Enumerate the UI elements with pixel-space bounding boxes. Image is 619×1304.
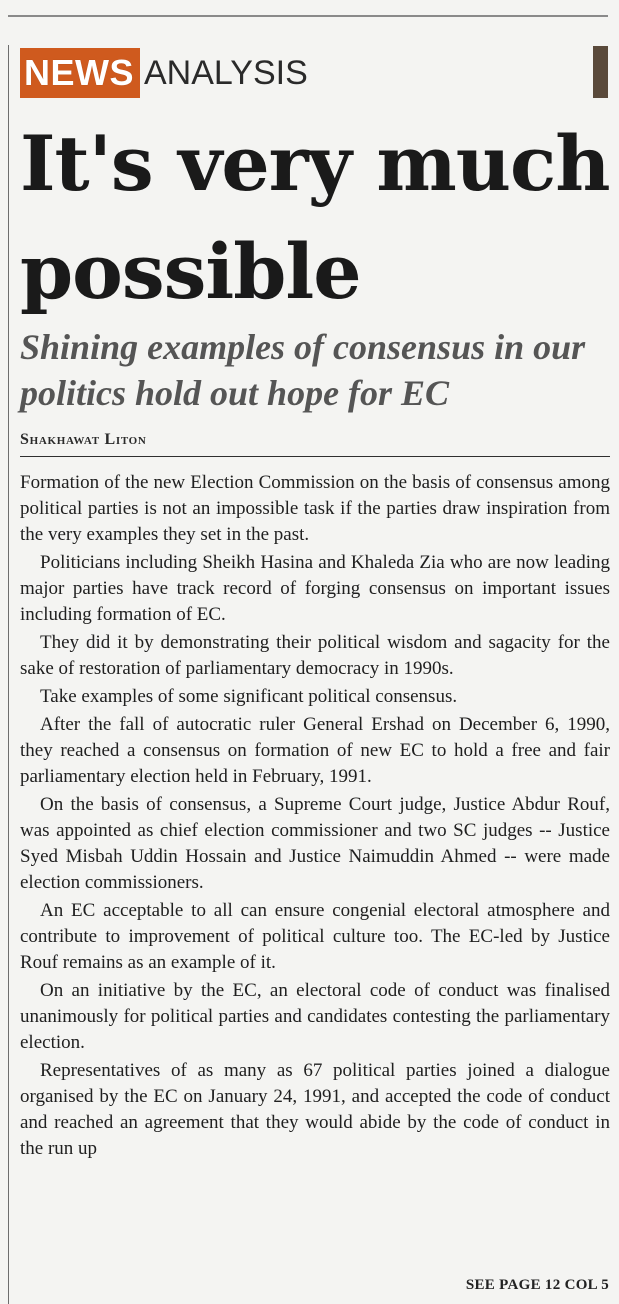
headline: It's very much possible <box>20 119 610 316</box>
top-rule <box>8 15 608 17</box>
article-paragraph: After the fall of autocratic ruler General Ershad on December 6, 1990, they reached a consensus on formation of new EC to hold a free and fair parliamentary election held in February, 1991. <box>20 714 610 787</box>
byline-rule <box>20 456 610 457</box>
article-paragraph: They did it by demonstrating their political wisdom and sagacity for the sake of restoration of parliamentary democracy in 1990s. <box>20 632 610 679</box>
article-paragraph: On the basis of consensus, a Supreme Court judge, Justice Abdur Rouf, was appointed as chief election commissioner and two SC judges -- Justice Syed Misbah Uddin Hossain and Justice Naimuddin Ahmed -- were made election commissioners. <box>20 794 610 893</box>
left-column-rule <box>8 45 9 1304</box>
article-paragraph: On an initiative by the EC, an electoral code of conduct was finalised unanimously for political parties and candidates contesting the parliamentary election. <box>20 980 610 1053</box>
section-marker-bar <box>593 46 608 98</box>
byline: Shakhawat Liton <box>20 431 147 448</box>
analysis-label: ANALYSIS <box>144 54 308 92</box>
article-paragraph: Politicians including Sheikh Hasina and Khaleda Zia who are now leading major parties have track record of forging consensus on important issues including formation of EC. <box>20 552 610 625</box>
article-paragraph: Representatives of as many as 67 political parties joined a dialogue organised by the EC on January 24, 1991, and accepted the code of conduct and reached an agreement that they would abide by the code of conduct in the run up <box>20 1060 610 1159</box>
news-label: NEWS <box>20 48 140 98</box>
section-kicker <box>20 48 308 98</box>
article-body <box>20 470 610 1164</box>
article-paragraph: Formation of the new Election Commission on the basis of consensus among political parties is not an impossible task if the parties draw inspiration from the very examples they set in the past. <box>20 472 610 545</box>
subheadline: Shining examples of consensus in our politics hold out hope for EC <box>20 327 586 413</box>
continuation-note: SEE PAGE 12 COL 5 <box>465 1277 609 1293</box>
article-paragraph: Take examples of some significant political consensus. <box>40 686 458 707</box>
article-paragraph: An EC acceptable to all can ensure congenial electoral atmosphere and contribute to improvement of political culture too. The EC-led by Justice Rouf remains as an example of it. <box>20 900 610 973</box>
